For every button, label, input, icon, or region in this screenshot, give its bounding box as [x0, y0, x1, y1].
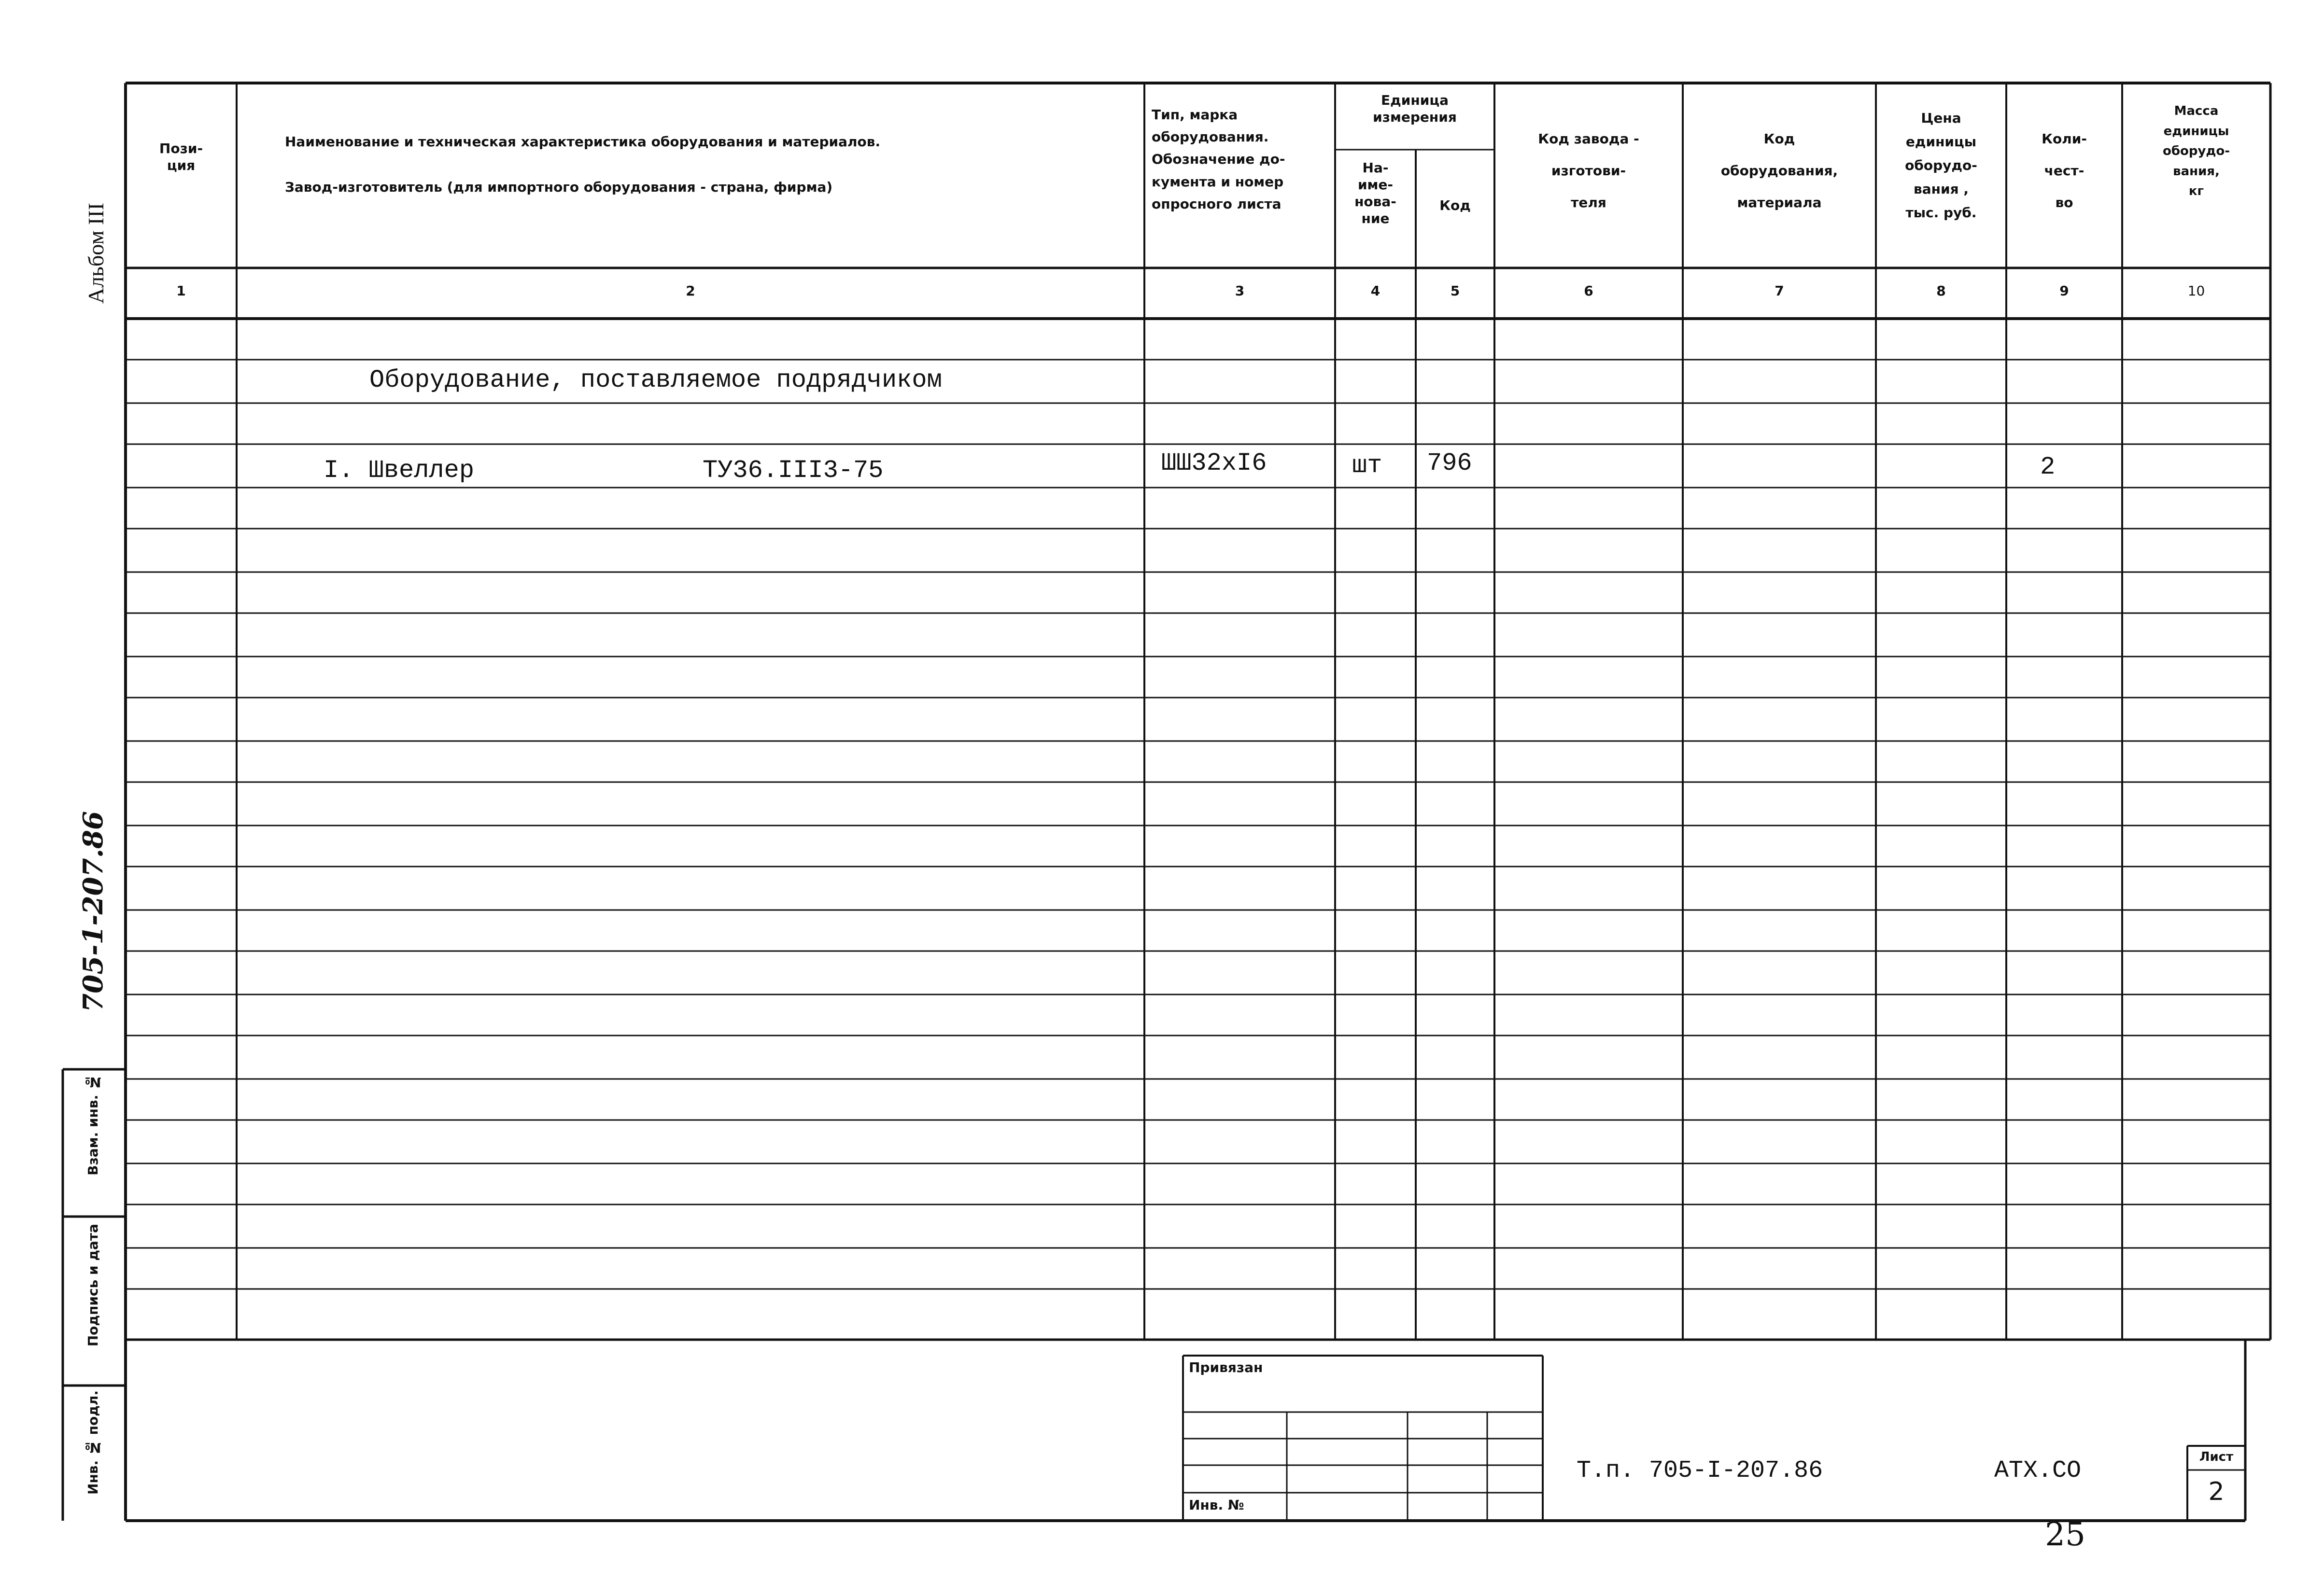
- inv-no-label: Инв. №: [1189, 1497, 1244, 1513]
- col-number-2: 2: [686, 283, 695, 299]
- privyazan-label: Привязан: [1189, 1359, 1263, 1375]
- document-code: 705-1-207.86: [77, 811, 109, 1012]
- page-number: 25: [2045, 1516, 2085, 1553]
- signature-date-label: Подпись и дата: [85, 1224, 101, 1347]
- sheet-label: Лист: [2199, 1450, 2234, 1464]
- col-number-10: 10: [2187, 283, 2205, 299]
- header-quantity: Коли- чест- во: [2042, 131, 2087, 210]
- doc-title: Т.п. 705-I-207.86: [1577, 1457, 1823, 1484]
- header-position: Пози- ция: [159, 140, 203, 173]
- doc-code: АТХ.СО: [1994, 1457, 2082, 1484]
- header-unit: Единица измерения: [1373, 92, 1457, 125]
- header-name-line1: Наименование и техническая характеристика оборудования и материалов.: [285, 134, 881, 150]
- col-number-3: 3: [1235, 283, 1245, 299]
- header-mass: Масса единицы оборудо- вания, кг: [2162, 104, 2230, 199]
- album-label: Альбом III: [84, 203, 108, 304]
- col-number-1: 1: [176, 283, 186, 299]
- item-standard: ТУ36.III3-75: [703, 456, 884, 485]
- col-number-5: 5: [1450, 283, 1460, 299]
- col-number-8: 8: [1936, 283, 1946, 299]
- item-unit-name: шт: [1352, 451, 1382, 480]
- item-type: ШШ32хI6: [1161, 449, 1267, 477]
- header-price: Цена единицы оборудо- вания , тыс. руб.: [1905, 110, 1977, 221]
- col-number-7: 7: [1775, 283, 1784, 299]
- item-unit-code: 796: [1427, 449, 1472, 477]
- header-unit-name: На- име- нова- ние: [1354, 160, 1396, 226]
- section-title: Оборудование, поставляемое подрядчиком: [369, 366, 942, 394]
- item-name: I. Швеллер: [324, 456, 475, 485]
- sheet-number: 2: [2208, 1477, 2225, 1506]
- header-manufacturer-code: Код завода - изготови- теля: [1538, 131, 1639, 210]
- col-number-4: 4: [1370, 283, 1380, 299]
- item-quantity: 2: [2040, 453, 2056, 481]
- header-unit-code: Код: [1439, 197, 1471, 213]
- header-equipment-code: Код оборудования, материала: [1720, 131, 1838, 210]
- col-number-9: 9: [2059, 283, 2069, 299]
- header-name-line2: Завод-изготовитель (для импортного оборудования - страна, фирма): [285, 179, 833, 195]
- inv-exchange-label: Взам. инв. №: [85, 1074, 101, 1176]
- header-type: Тип, марка оборудования. Обозначение до- кумента и номер опросного листа: [1152, 107, 1285, 212]
- inv-original-label: Инв. № подл.: [85, 1390, 101, 1495]
- col-number-6: 6: [1584, 283, 1593, 299]
